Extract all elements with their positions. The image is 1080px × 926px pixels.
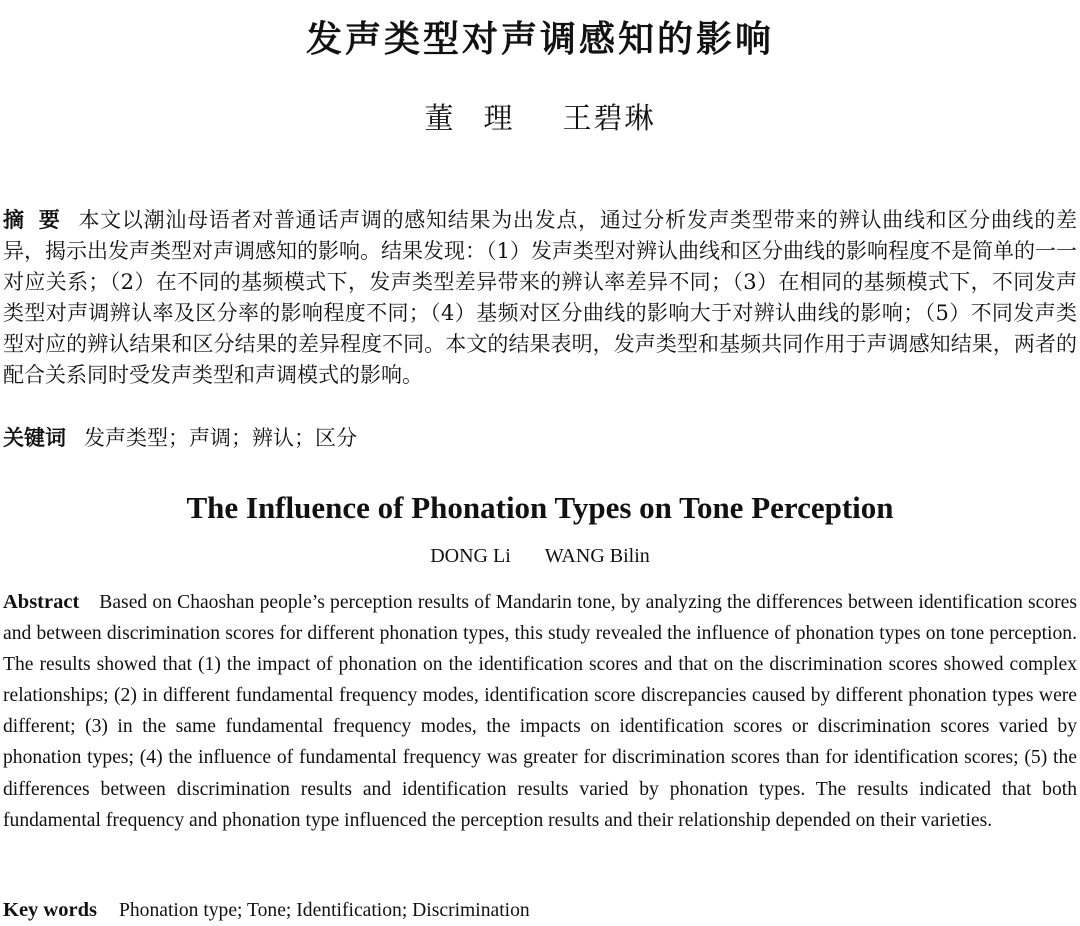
chinese-abstract-label: 摘要 [3,208,75,232]
chinese-keywords-label: 关键词 [3,426,66,450]
english-keywords-text: Phonation type; Tone; Identification; Discrimination [118,900,530,921]
english-keywords-label: Key words [3,899,97,921]
chinese-authors [0,98,1080,138]
english-abstract [3,587,1077,836]
english-abstract-text: Based on Chaoshan people’s perception results of Mandarin tone, by analyzing the differences between identification scores and between discrimination scores for different phonation types, this study revealed the influence of phonation types on tone perception. The results showed that (1) the impact of phonation on the identification scores and that on the discrimination scores showed complex relationships; (2) in different fundamental frequency modes, identification score discrepancies caused by different phonation types were different; (3) in the same fundamental frequency modes, the impacts on identification scores or discrimination scores varied by phonation types; (4) the influence of fundamental frequency was greater for discrimination scores than for identification scores; (5) the differences between discrimination results and identification results varied by phonation types. The results indicated that both fundamental frequency and phonation type influenced the perception results and their relationship depended on their varieties. [3,592,1077,831]
chinese-title: 发声类型对声调感知的影响 [305,19,774,60]
english-abstract-label: Abstract [3,591,80,613]
chinese-abstract-text: 本文以潮汕母语者对普通话声调的感知结果为出发点，通过分析发声类型带来的辨认曲线和区分曲线的差异，揭示出发声类型对声调感知的影响。结果发现：（1）发声类型对辨认曲线和区分曲线的影响程度不是简单的一一对应关系；（2）在不同的基频模式下，发声类型差异带来的辨认率差异不同；（3）在相同的基频模式下，不同发声类型对声调辨认率及区分率的影响程度不同；（4）基频对区分曲线的影响大于对辨认曲线的影响；（5）不同发声类型对应的辨认结果和区分结果的差异程度不同。本文的结果表明，发声类型和基频共同作用于声调感知结果，两者的配合关系同时受发声类型和声调模式的影响。 [3,208,1078,387]
english-author-1: DONG Li [430,545,511,567]
chinese-abstract [3,205,1077,391]
english-keywords [3,895,1077,926]
chinese-author-2: 王碧琳 [562,101,656,135]
chinese-keywords [3,423,1077,454]
chinese-keywords-text: 发声类型；声调；辨认；区分 [84,426,357,450]
english-authors [0,542,1080,570]
english-author-2: WANG Bilin [544,545,650,567]
chinese-author-1: 董理 [424,101,543,135]
english-title: The Influence of Phonation Types on Tone Perception [186,490,894,525]
